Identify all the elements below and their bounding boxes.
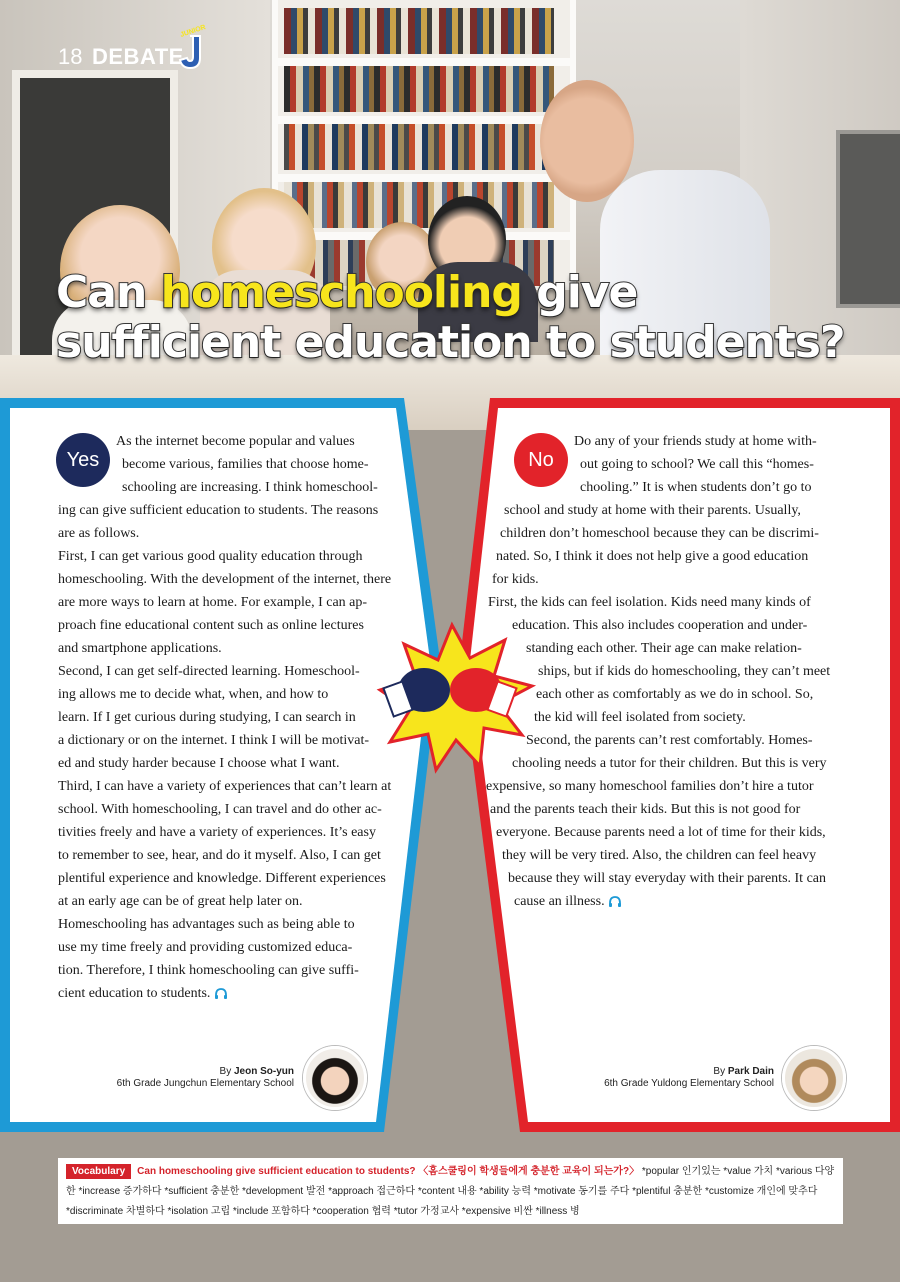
yes-line: are more ways to learn at home. For example, I can ap- [58,595,368,610]
no-line: everyone. Because parents need a lot of time for their kids, [496,825,826,840]
yes-badge: Yes [56,433,110,487]
section-label: DEBATE [92,44,184,69]
vocabulary-box [58,1158,843,1224]
no-line: out going to school? We call this “homes- [580,457,814,472]
no-line: for kids. [492,572,539,587]
yes-line: are as follows. [58,526,140,541]
yes-author-avatar [303,1046,367,1110]
title-line-1 [56,268,876,318]
page-title [56,268,876,368]
title-line-2: sufficient education to students? [56,317,845,368]
yes-author-school: 6th Grade Jungchun Elementary School [116,1078,294,1089]
yes-line: and smartphone applications. [58,641,222,656]
yes-byline [96,1066,294,1090]
no-line: each other as comfortably as we do in school. So, [536,687,814,702]
yes-line: homeschooling. With the development of the internet, there [58,572,392,587]
yes-line: Second, I can get self-directed learning. Homeschool- [58,664,360,679]
vocabulary-terms: *popular 인기있는 *value 가치 *various 다양한 *increase 증가하다 *sufficient 충분한 *development 발전 *approach 접근하다 *content 내용 *ability 능력 *motivate 동기를 주다 *plentiful 충분한 *customize 개인에 맞추다 *discriminate 차별하다 *isolation 고립 *include 포함하다 *cooperation 협력 *tutor 가정교사 *expensive 비싼 *illness 병 [66,1166,835,1217]
junior-logo-text: JUNIOR [179,24,207,39]
yes-line: As the internet become popular and values [116,434,355,449]
yes-line: Homeschooling has advantages such as being able to [58,917,355,932]
yes-line: use my time freely and providing customized educa- [58,940,353,955]
no-line: education. This also includes cooperation and under- [512,618,808,633]
title-post: give [521,267,638,318]
vocabulary-headline: Can homeschooling give sufficient education to students? 〈홈스쿨링이 학생들에게 충분한 교육이 되는가?〉 [137,1166,640,1177]
no-byline [576,1066,774,1090]
yes-line: to remember to see, hear, and do it myself. Also, I can get [58,848,381,863]
no-badge: No [514,433,568,487]
no-line: because they will stay everyday with their parents. It can [508,871,826,886]
yes-line: plentiful experience and knowledge. Different experiences [58,871,386,886]
no-line: Second, the parents can’t rest comfortably. Homes- [526,733,813,748]
no-article [486,430,846,913]
yes-line: learn. If I get curious during studying, I can search in [58,710,356,725]
yes-line: cient education to students. [58,986,211,1001]
no-author-name: Park Dain [727,1066,774,1077]
no-line: Do any of your friends study at home with- [574,434,817,449]
yes-line: a dictionary or on the internet. I think I will be motivat- [58,733,370,748]
yes-line: ing can give sufficient education to students. The reasons [58,503,379,518]
no-line: nated. So, I think it does not help give a good education [496,549,809,564]
yes-line: ed and study harder because I choose what I want. [58,756,340,771]
yes-line-last [58,982,408,1005]
no-line: and the parents teach their kids. But this is not good for [490,802,801,817]
title-highlight: homeschooling [160,267,522,318]
no-line-last [514,890,846,913]
headphones-icon[interactable] [608,896,622,908]
yes-line: tion. Therefore, I think homeschooling can give suffi- [58,963,359,978]
no-line: cause an illness. [514,894,605,909]
no-line: chooling needs a tutor for their children. But this is very [512,756,827,771]
vocabulary-text [66,1162,838,1222]
no-line: standing each other. Their age can make relation- [526,641,802,656]
yes-line: at an early age can be of great help later on. [58,894,303,909]
no-author-avatar [782,1046,846,1110]
junior-logo-letter: J [176,24,177,25]
no-line: children don’t homeschool because they can be discrimi- [500,526,819,541]
yes-line: Third, I can have a variety of experiences that can’t learn at [58,779,392,794]
junior-logo [176,24,210,72]
vocabulary-tag: Vocabulary [66,1164,131,1179]
yes-line: ing allows me to decide what, when, and how to [58,687,329,702]
no-line: chooling.” It is when students don’t go to [580,480,812,495]
no-line: ships, but if kids do homeschooling, they can’t meet [538,664,831,679]
title-pre: Can [56,267,161,318]
yes-line: proach fine educational content such as online lectures [58,618,364,633]
yes-article [58,430,408,1005]
yes-author-name: Jeon So-yun [233,1066,294,1077]
no-line: First, the kids can feel isolation. Kids need many kinds of [488,595,811,610]
no-line: they will be very tired. Also, the children can feel heavy [502,848,817,863]
yes-author-prefix: By [219,1066,232,1077]
yes-author-line [96,1066,294,1078]
yes-line: school. With homeschooling, I can travel and do other ac- [58,802,382,817]
no-author-school: 6th Grade Yuldong Elementary School [604,1078,774,1089]
no-author-line [576,1066,774,1078]
no-line: the kid will feel isolated from society. [534,710,746,725]
page-number: 18 [58,44,83,69]
no-line: expensive, so many homeschool families don’t hire a tutor [486,779,814,794]
yes-line: become various, families that choose home- [122,457,369,472]
no-line: school and study at home with their parents. Usually, [504,503,801,518]
yes-line: tivities freely and have a variety of experiences. It’s easy [58,825,376,840]
no-author-prefix: By [713,1066,726,1077]
yes-line: First, I can get various good quality education through [58,549,363,564]
yes-line: schooling are increasing. I think homeschool- [122,480,378,495]
headphones-icon[interactable] [214,988,228,1000]
